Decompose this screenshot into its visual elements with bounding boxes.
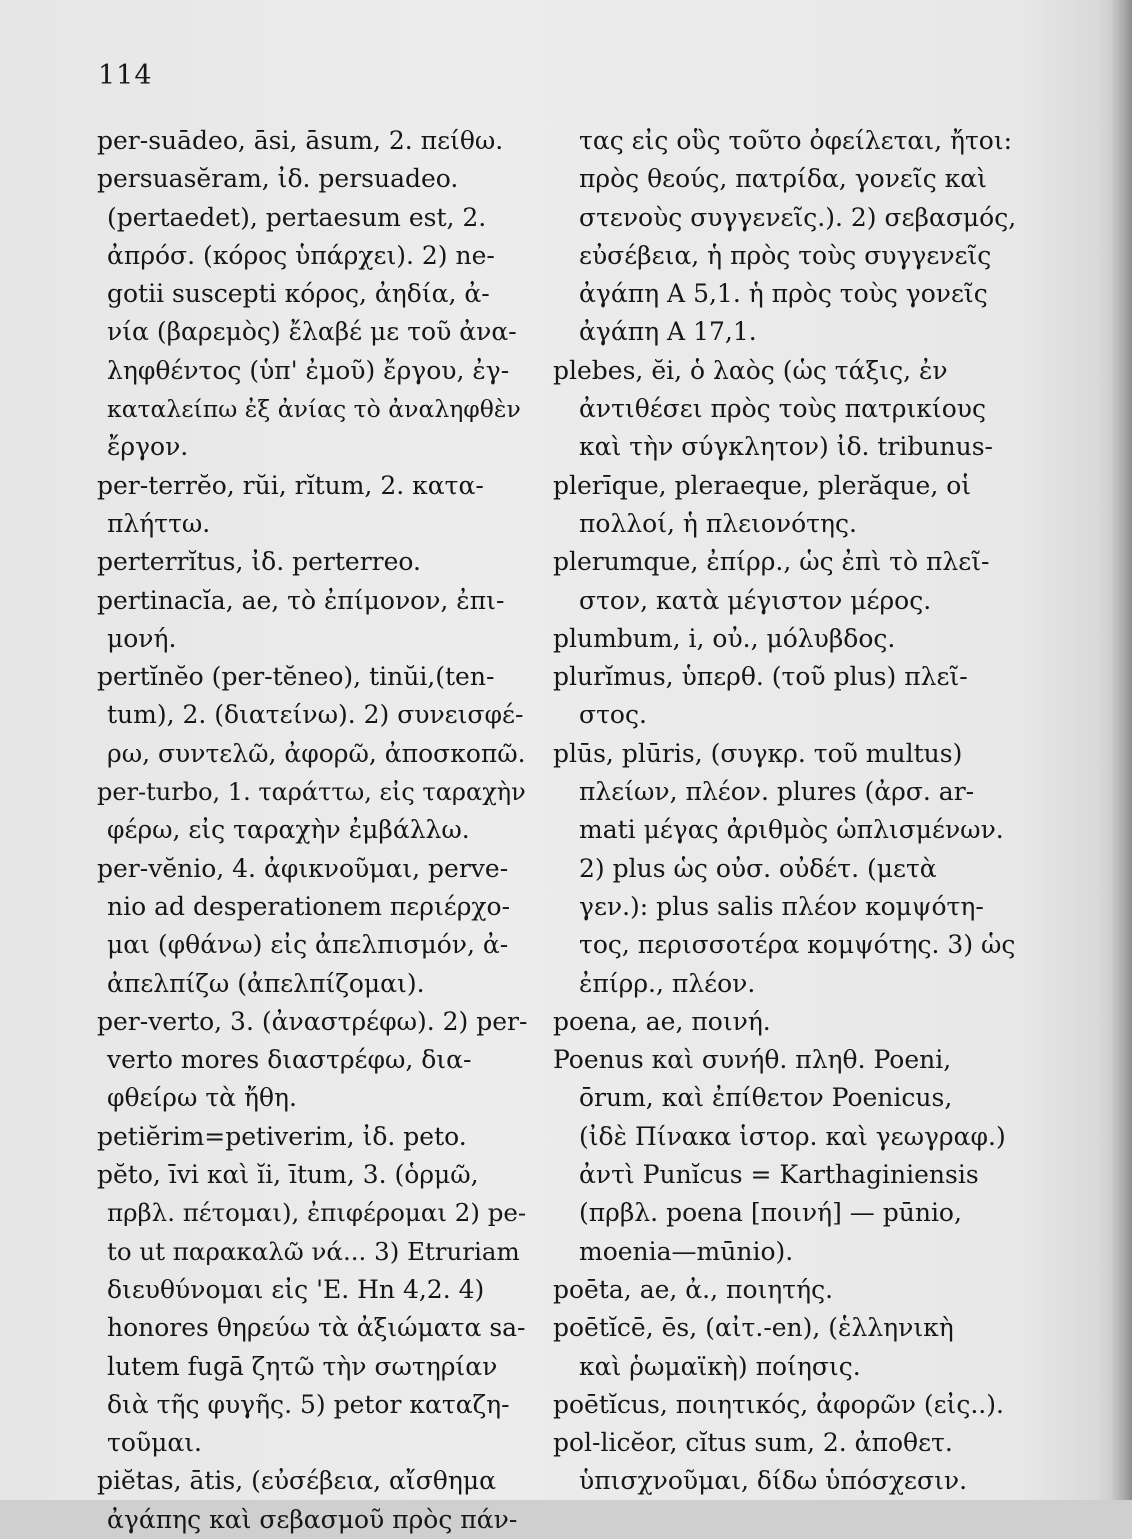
left-column-line: ἀγάπης καὶ σεβασμοῦ πρὸς πάν- — [107, 1504, 518, 1534]
left-column-line: pertĭnĕo (per-tĕneo), tinŭi,(ten- — [97, 662, 495, 692]
right-column-line: στενοὺς συγγενεῖς.). 2) σεβασμός, — [579, 202, 1017, 232]
right-column-line: στον, κατὰ μέγιστον μέρος. — [579, 585, 932, 615]
left-column-line: lutem fugā ζητῶ τὴν σωτηρίαν — [107, 1351, 498, 1381]
right-column-line: plurĭmus, ὑπερθ. (τοῦ plus) πλεῖ- — [553, 662, 968, 692]
left-column-line: perterrĭtus, ἰδ. perterreo. — [97, 547, 421, 577]
right-column-line: 2) plus ὡς οὐσ. οὐδέτ. (μετὰ — [579, 853, 937, 883]
right-column-line: καὶ ῥωμαϊκὴ) ποίησις. — [579, 1351, 861, 1381]
right-column-line: plebes, ĕi, ὁ λαὸς (ὡς τάξις, ἐν — [553, 355, 948, 385]
left-column — [97, 122, 527, 1539]
right-column-line: ōrum, καὶ ἐπίθετον Poenicus, — [579, 1083, 953, 1113]
right-column-line: στος. — [579, 700, 647, 730]
left-column-line: to ut παρακαλῶ νά... 3) Etruriam — [107, 1236, 520, 1266]
left-column-line: τοῦμαι. — [107, 1428, 202, 1458]
right-column-line: ἀγάπη A 5,1. ἡ πρὸς τοὺς γονεῖς — [579, 279, 988, 309]
left-column-line: ἔργον. — [107, 432, 189, 462]
right-column-line: πλείων, πλέον. plures (ἀρσ. ar- — [579, 777, 975, 807]
right-column-line: moenia—mūnio). — [579, 1236, 794, 1266]
left-column-line: verto mores διαστρέφω, δια- — [107, 1045, 472, 1075]
left-column-line: νία (βαρεμὸς) ἔλαβέ με τοῦ ἀνα- — [107, 317, 517, 347]
right-column-line: πρὸς θεούς, πατρίδα, γονεῖς καὶ — [579, 164, 987, 194]
right-column-line: εὐσέβεια, ἡ πρὸς τοὺς συγγενεῖς — [579, 240, 992, 270]
right-column-line: ἀντὶ Punĭcus = Karthaginiensis — [579, 1160, 979, 1190]
left-column-line: tum), 2. (διατείνω). 2) συνεισφέ- — [107, 700, 524, 730]
left-column-line: καταλείπω ἐξ ἀνίας τὸ ἀναληφθὲν — [107, 395, 521, 424]
right-column-line: καὶ τὴν σύγκλητον) ἰδ. tribunus- — [579, 432, 993, 462]
right-column-line: poētĭcus, ποιητικός, ἀφορῶν (εἰς..). — [553, 1389, 1004, 1419]
right-column-line: plūs, plūris, (συγκρ. τοῦ multus) — [553, 738, 963, 768]
right-column-line: ἀντιθέσει πρὸς τοὺς πατρικίους — [579, 394, 986, 424]
left-column-line: πλήττω. — [107, 508, 211, 538]
left-column-line: pertinacĭa, ae, τὸ ἐπίμονον, ἐπι- — [97, 585, 505, 615]
left-column-line: per-terrĕo, rŭi, rĭtum, 2. κατα- — [97, 470, 484, 500]
right-column-line: plerīque, pleraeque, plerăque, οἱ — [553, 470, 972, 500]
left-column-line: piĕtas, ātis, (εὐσέβεια, αἴσθημα — [97, 1466, 496, 1496]
left-column-line: φέρω, εἰς ταραχὴν ἐμβάλλω. — [107, 815, 470, 845]
right-column-line: poēta, ae, ἀ., ποιητής. — [553, 1274, 834, 1304]
right-column-line: (πρβλ. poena [ποινή] — pūnio, — [579, 1198, 962, 1228]
right-column-line: ἐπίρρ., πλέον. — [579, 968, 756, 998]
right-column-line: pol-licĕor, cĭtus sum, 2. ἀποθετ. — [553, 1428, 953, 1458]
page-number: 114 — [98, 60, 153, 91]
left-column-line: διὰ τῆς φυγῆς. 5) petor καταζη- — [107, 1389, 510, 1419]
left-column-line: ληφθέντος (ὑπ' ἐμοῦ) ἔργου, ἐγ- — [107, 355, 510, 385]
left-column-line: persuasĕram, ἰδ. persuadeo. — [97, 164, 459, 194]
right-column-line: poena, ae, ποινή. — [553, 1006, 771, 1036]
left-column-line: διευθύνομαι εἰς 'Ε. Hn 4,2. 4) — [107, 1274, 485, 1304]
right-column-line: plerumque, ἐπίρρ., ὡς ἐπὶ τὸ πλεῖ- — [553, 547, 990, 577]
left-column-line: φθείρω τὰ ἤθη. — [107, 1083, 297, 1113]
left-column-line: petiĕrim=petiverim, ἰδ. peto. — [97, 1121, 467, 1151]
page-edge-shadow — [1110, 0, 1132, 1500]
left-column-line: per-turbo, 1. ταράττω, εἰς ταραχὴν — [97, 778, 526, 807]
left-column-line: per-vĕnio, 4. ἀφικνοῦμαι, perve- — [97, 853, 509, 883]
left-column-line: gotii suscepti κόρος, ἀηδία, ἀ- — [107, 279, 490, 309]
right-column — [553, 122, 1023, 1501]
left-column-line: per-verto, 3. (ἀναστρέφω). 2) per- — [97, 1006, 528, 1036]
right-column-line: (ἰδὲ Πίνακα ἱστορ. καὶ γεωγραφ.) — [579, 1121, 1006, 1151]
right-column-line: ὑπισχνοῦμαι, δίδω ὑπόσχεσιν. — [579, 1466, 968, 1496]
left-column-line: per-suādeo, āsi, āsum, 2. πείθω. — [97, 126, 504, 155]
left-column-line: μαι (φθάνω) εἰς ἀπελπισμόν, ἀ- — [107, 930, 509, 960]
left-column-line: πρβλ. πέτομαι), ἐπιφέρομαι 2) pe- — [107, 1198, 527, 1228]
right-column-line: mati μέγας ἀριθμὸς ὡπλισμένων. — [579, 815, 1004, 845]
left-column-line: μονή. — [107, 623, 177, 653]
right-column-line: τος, περισσοτέρα κομψότης. 3) ὡς — [579, 930, 1016, 960]
left-column-line: nio ad desperationem περιέρχο- — [107, 891, 511, 921]
left-column-line: ἀπρόσ. (κόρος ὑπάρχει). 2) ne- — [107, 240, 495, 270]
right-column-line: plumbum, i, οὐ., μόλυβδος. — [553, 623, 896, 653]
left-column-line: honores θηρεύω τὰ ἀξιώματα sa- — [107, 1313, 526, 1343]
right-column-line: γεν.): plus salis πλέον κομψότη- — [579, 891, 984, 921]
right-column-line: πολλοί, ἡ πλειονότης. — [579, 508, 857, 538]
right-column-line: ἀγάπη A 17,1. — [579, 317, 757, 347]
right-column-line: τας εἰς οὓς τοῦτο ὀφείλεται, ἤτοι: — [579, 126, 1013, 155]
left-column-line: ρω, συντελῶ, ἀφορῶ, ἀποσκοπῶ. — [107, 738, 526, 768]
left-column-line: (pertaedet), pertaesum est, 2. — [107, 202, 487, 232]
right-column-line: poētĭcē, ēs, (αἰτ.-en), (ἑλληνικὴ — [553, 1313, 954, 1343]
right-column-line: Poenus καὶ συνήθ. πληθ. Poeni, — [553, 1045, 952, 1075]
left-column-line: pĕto, īvi καὶ ĭi, ītum, 3. (ὁρμῶ, — [97, 1160, 479, 1190]
left-column-line: ἀπελπίζω (ἀπελπίζομαι). — [107, 968, 425, 998]
